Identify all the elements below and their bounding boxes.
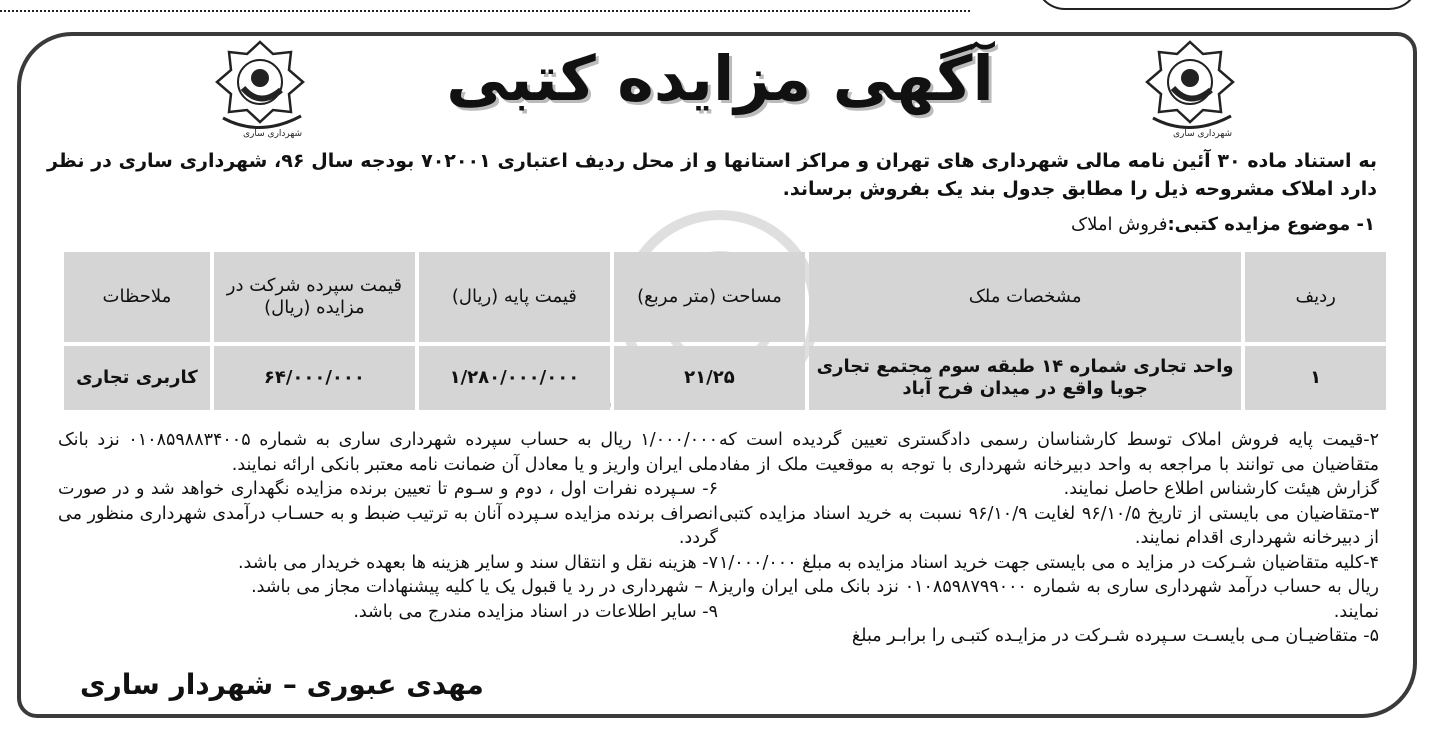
- header-cell: ملاحظات: [64, 252, 210, 342]
- header-cell: قیمت سپرده شرکت در مزایده (ریال): [214, 252, 415, 342]
- clause-paragraph: ۵- متقاضیـان مـی بایسـت سـپرده شـرکت در مزایـده کتبـی را برابـر مبلغ: [851, 626, 1379, 646]
- subject-label: ۱- موضوع مزایده کتبی:: [1167, 214, 1375, 235]
- top-frame-tab: [1035, 0, 1419, 10]
- top-dotted-border: [0, 0, 970, 12]
- sari-municipality-logo: [203, 38, 318, 143]
- clause-paragraph: ۱/۰۰۰/۰۰۰ ریال به حساب سپرده شهرداری ساری به شماره ۰۱۰۸۵۹۸۸۳۴۰۰۵ نزد بانک ملی ایران واریز و یا معادل آن ضمانت نامه معتبر بانکی ارائه نمایند.: [58, 430, 718, 475]
- header-cell: ردیف: [1245, 252, 1386, 342]
- deposit-cell: ۶۴/۰۰۰/۰۰۰: [214, 346, 415, 410]
- header-cell: قیمت پایه (ریال): [419, 252, 610, 342]
- clause-paragraph: ۳-متقاضیان می بایستی از تاریخ ۹۶/۱۰/۵ لغایت ۹۶/۱۰/۹ نسبت به خرید اسناد مزایده کتبی از دبیرخانه شهرداری اقدام نمایند.: [719, 503, 1380, 548]
- subject-line: [1071, 213, 1375, 237]
- clauses-right-column: [719, 428, 1379, 649]
- clause-paragraph: ۲-قیمت پایه فروش املاک توسط کارشناسان رسمی دادگستری تعیین گردیده است که متقاضیان می توانند با مراجعه به واحد دبیرخانه شهرداری با توجه به موقعیت ملک از مفاد گزارش هیئت کارشناس اطلاع حاصل نمایند.: [719, 430, 1379, 499]
- mayor-signature: مهدی عبوری – شهردار ساری: [80, 668, 484, 701]
- logo-caption: شهرداری ساری: [1173, 129, 1233, 139]
- clause-paragraph: ۴-کلیه متقاضیان شـرکت در مزاید ه می بایستی جهت خرید اسناد مزایده به مبلغ ۱/۰۰۰/۰۰۰ ریال به حساب درآمد شهرداری ساری به شماره ۰۱۰۸۵۹۸۷۹۹۰۰۰ نزد بانک ملی ایران واریز نمایند.: [719, 552, 1380, 622]
- row-number-cell: ۱: [1245, 346, 1386, 410]
- header-cell: مساحت (متر مربع): [614, 252, 805, 342]
- property-spec-cell: واحد تجاری شماره ۱۴ طبقه سوم مجتمع تجاری جویا واقع در میدان فرح آباد: [809, 346, 1241, 410]
- subject-value: فروش املاک: [1071, 214, 1168, 235]
- table-row: [64, 346, 1386, 410]
- notes-cell: کاربری تجاری: [64, 346, 210, 410]
- property-table: [60, 248, 1390, 414]
- header-cell: مشخصات ملک: [809, 252, 1241, 342]
- clauses-left-column: [58, 428, 718, 624]
- area-cell: ۲۱/۲۵: [614, 346, 805, 410]
- clause-paragraph: ۶- سـپرده نفرات اول ، دوم و سـوم تا تعیین برنده مزایده نگهداری خواهد شد و در صورت انصراف برنده مزایده سـپرده آنان به ترتیب ضبط و به حسـاب درآمدی شهرداری منظور می گردد.: [58, 479, 718, 548]
- clause-paragraph: ۷- هزینه نقل و انتقال سند و سایر هزینه ها بعهده خریدار می باشد.: [237, 552, 718, 573]
- logo-caption: شهرداری ساری: [243, 129, 303, 139]
- sari-municipality-logo: [1133, 38, 1248, 143]
- base-price-cell: ۱/۲۸۰/۰۰۰/۰۰۰: [419, 346, 610, 410]
- clause-paragraph: ۸ – شهرداری در رد یا قبول یک یا کلیه پیشنهادات مجاز می باشد.: [251, 577, 718, 597]
- intro-paragraph: به استناد ماده ۳۰ آئین نامه مالی شهرداری های تهران و مراکز استانها و از محل ردیف اعتباری ۷۰۲۰۰۱ بودجه سال ۹۶، شهرداری ساری در نظر دارد املاک مشروحه ذیل را مطابق جدول بند یک بفروش برساند.: [47, 150, 1377, 200]
- clause-paragraph: ۹- سایر اطلاعات در اسناد مزایده مندرج می باشد.: [353, 601, 718, 622]
- notice-title: آگهی مزایده کتبی: [446, 42, 994, 115]
- table-header-row: [64, 252, 1386, 342]
